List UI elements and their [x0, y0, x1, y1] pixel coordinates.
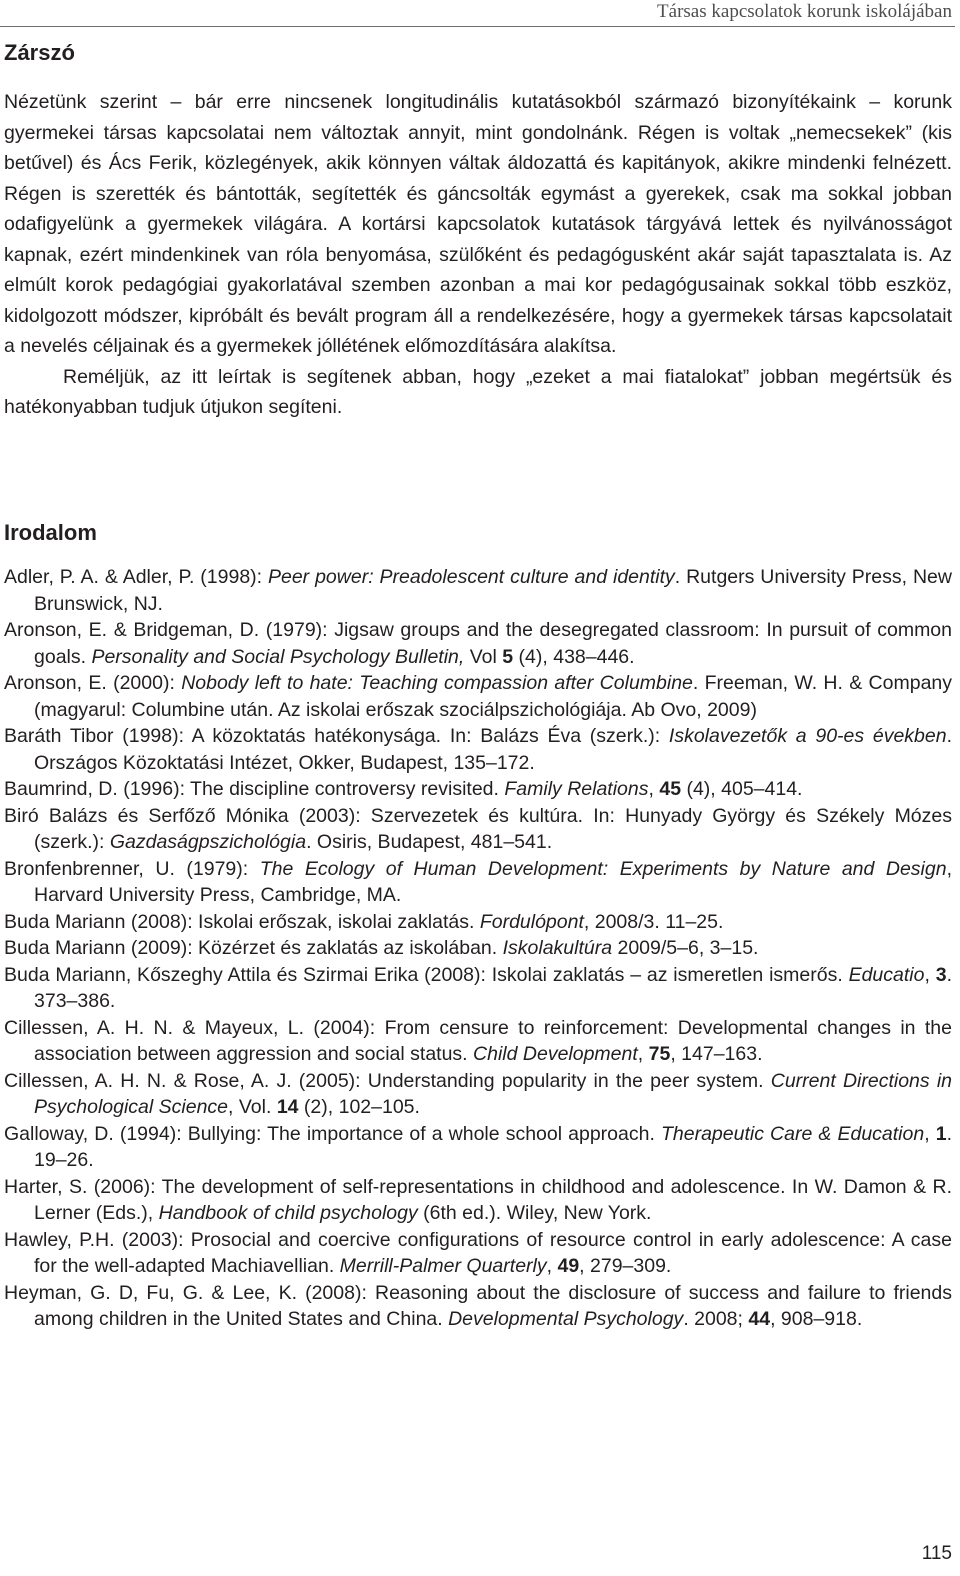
reference-entry — [4, 1227, 952, 1280]
reference-text-run: Buda Mariann (2009): Közérzet és zaklatás az iskolában. — [4, 937, 503, 959]
reference-text-run: , — [637, 1043, 649, 1065]
reference-italic-run: Nobody left to hate: Teaching compassion after Columbine — [181, 672, 693, 694]
reference-text-run: , — [924, 963, 936, 986]
reference-text-run: . 373–386. — [34, 963, 952, 1012]
reference-text-run: Adler, P. A. & Adler, P. (1998): — [4, 566, 268, 588]
reference-text-run: Buda Mariann (2008): Iskolai erőszak, iskolai zaklatás. — [4, 910, 480, 933]
reference-entry — [4, 935, 952, 962]
reference-italic-run: Current Directions in Psychological Science — [34, 1069, 952, 1118]
reference-entry — [4, 856, 952, 909]
reference-bold-run: 1 — [935, 1122, 947, 1145]
reference-bold-run: 45 — [659, 778, 682, 800]
reference-entry — [4, 962, 952, 1015]
reference-entry — [4, 776, 952, 803]
reference-entry — [4, 1068, 952, 1121]
reference-entry — [4, 1121, 952, 1174]
reference-bold-run: 75 — [648, 1043, 671, 1065]
reference-text-run: Baumrind, D. (1996): The discipline controversy revisited. — [4, 778, 505, 800]
reference-bold-run: 3 — [935, 963, 947, 986]
reference-text-run: . Rutgers University Press, New Brunswick, NJ. — [34, 566, 952, 615]
reference-text-run: . 2008; — [683, 1308, 749, 1330]
reference-italic-run: Iskolavezetők a 90-es években — [668, 725, 947, 747]
reference-text-run: , — [648, 778, 660, 800]
reference-text-run: Cillessen, A. H. N. & Rose, A. J. (2005): Understanding popularity in the peer system. — [4, 1069, 771, 1092]
reference-bold-run: 49 — [557, 1255, 580, 1277]
reference-text-run: Heyman, G. D, Fu, G. & Lee, K. (2008): Reasoning about the disclosure of success and failure to friends among children in the United States and China. — [4, 1281, 952, 1330]
reference-entry — [4, 670, 952, 723]
reference-text-run: , — [546, 1255, 558, 1277]
reference-italic-run: Therapeutic Care & Education — [660, 1122, 925, 1145]
reference-text-run: (2), 102–105. — [298, 1096, 420, 1118]
reference-text-run: Galloway, D. (1994): Bullying: The importance of a whole school approach. — [4, 1122, 661, 1145]
reference-text-run: Cillessen, A. H. N. & Mayeux, L. (2004): From censure to reinforcement: Developmental changes in the association between aggression and social status. — [4, 1016, 952, 1065]
reference-text-run: . Országos Közoktatási Intézet, Okker, Budapest, 135–172. — [34, 725, 952, 774]
reference-text-run: Harter, S. (2006): The development of self-representations in childhood and adolescence. In W. Damon & R. Lerner (Eds.), — [4, 1175, 952, 1224]
closing-paragraph: Nézetünk szerint – bár erre nincsenek longitudinális kutatásokból származó bizonyítékaink – korunk gyermekei társas kapcsolatai nem változtak annyit, mint gondolnánk. Régen is voltak „nemecsekek” (kis betűvel) és Ács Ferik, közlegények, akik könnyen váltak áldozattá és kapitányok, akikre mindenki felnézett. Régen is szerették és bántották, segítették és gáncsolták egymást a gyerekek, csak ma sokkal jobban odafigyelünk a gyermekek világára. A kortársi kapcsolatok kutatások tárgyává lettek és nyilvánosságot kapnak, ezért mindenkinek van róla benyomása, szülőként és pedagógusként akár saját tapasztalata is. Az elmúlt korok pedagógiai gyakorlatával szemben azonban a mai kor pedagógusainak sokkal több eszköz, kidolgozott módszer, kipróbált és bevált program áll a rendelkezésére, hogy a gyermekek társas kapcsolatait a nevelés céljainak és a gyermekek jóllétének előmozdítására alakítsa. — [4, 91, 952, 357]
reference-text-run: Bronfenbrenner, U. (1979): — [4, 857, 260, 880]
reference-text-run: , Harvard University Press, Cambridge, MA. — [34, 857, 953, 906]
reference-text-run: , 147–163. — [670, 1043, 763, 1065]
header-rule — [0, 26, 955, 27]
reference-text-run: (6th ed.). Wiley, New York. — [417, 1202, 652, 1224]
reference-entry — [4, 1280, 952, 1333]
reference-text-run: . 19–26. — [34, 1122, 953, 1171]
reference-italic-run: Personality and Social Psychology Bulletin, — [91, 645, 465, 668]
reference-italic-run: Iskolakultúra — [502, 937, 613, 959]
reference-entry — [4, 1015, 952, 1068]
reference-text-run: Baráth Tibor (1998): A közoktatás hatékonysága. In: Balázs Éva (szerk.): — [4, 725, 669, 747]
reference-italic-run: Family Relations — [504, 778, 649, 800]
reference-italic-run: The Ecology of Human Development: Experiments by Nature and Design — [259, 857, 947, 880]
reference-italic-run: Handbook of child psychology — [158, 1202, 418, 1224]
closing-paragraph: Reméljük, az itt leírtak is segítenek abban, hogy „ezeket a mai fiatalokat” jobban megértsük és hatékonyabban tudjuk útjukon segíteni. — [4, 365, 952, 418]
closing-text — [4, 87, 952, 423]
page-number: 115 — [921, 1543, 952, 1564]
reference-italic-run: Peer power: Preadolescent culture and identity — [267, 566, 675, 588]
section-title-irodalom: Irodalom — [4, 520, 97, 545]
reference-entry — [4, 803, 952, 856]
reference-text-run: Hawley, P.H. (2003): Prosocial and coercive configurations of resource control in early adolescence: A case for the well-adapted Machiavellian. — [4, 1228, 952, 1277]
reference-bold-run: 14 — [276, 1096, 299, 1118]
reference-italic-run: Fordulópont — [479, 910, 584, 933]
reference-text-run: Biró Balázs és Serfőző Mónika (2003): Szervezetek és kultúra. In: Hunyady György és Székely Mózes (szerk.): — [4, 804, 952, 853]
running-head: Társas kapcsolatok korunk iskolájában — [657, 1, 952, 22]
reference-text-run: Buda Mariann, Kőszeghy Attila és Szirmai Erika (2008): Iskolai zaklatás – az ismeretlen ismerős. — [4, 963, 849, 986]
reference-italic-run: Developmental Psychology — [448, 1308, 684, 1330]
section-title-zarszo: Zárszó — [4, 40, 75, 65]
reference-italic-run: Educatio — [848, 963, 925, 986]
reference-text-run: Aronson, E. (2000): — [4, 672, 182, 694]
reference-text-run: , 279–309. — [579, 1255, 672, 1277]
reference-text-run: . Osiris, Budapest, 481–541. — [306, 831, 553, 853]
reference-bold-run: 5 — [502, 645, 514, 668]
reference-italic-run: Merrill-Palmer Quarterly — [339, 1255, 547, 1277]
reference-entry — [4, 564, 952, 617]
reference-entry — [4, 617, 952, 670]
reference-text-run: , Vol. — [228, 1096, 277, 1118]
reference-entry — [4, 909, 952, 936]
reference-text-run: (4), 405–414. — [681, 778, 803, 800]
reference-text-run: , 908–918. — [770, 1308, 863, 1330]
reference-text-run: , 2008/3. 11–25. — [583, 910, 724, 933]
reference-italic-run: Gazdaságpszichológia — [109, 831, 307, 853]
reference-text-run: 2009/5–6, 3–15. — [612, 937, 759, 959]
reference-text-run: , — [924, 1122, 936, 1145]
reference-list — [4, 564, 952, 1333]
reference-text-run: Vol — [464, 645, 503, 668]
reference-entry — [4, 723, 952, 776]
reference-bold-run: 44 — [748, 1308, 771, 1330]
reference-entry — [4, 1174, 952, 1227]
reference-text-run: (4), 438–446. — [513, 645, 635, 668]
reference-italic-run: Child Development — [473, 1043, 638, 1065]
reference-text-run: . Freeman, W. H. & Company (magyarul: Columbine után. Az iskolai erőszak szociálpszichológiája. Ab Ovo, 2009) — [34, 672, 953, 721]
reference-text-run: Aronson, E. & Bridgeman, D. (1979): Jigsaw groups and the desegregated classroom: In pursuit of common goals. — [4, 619, 952, 668]
